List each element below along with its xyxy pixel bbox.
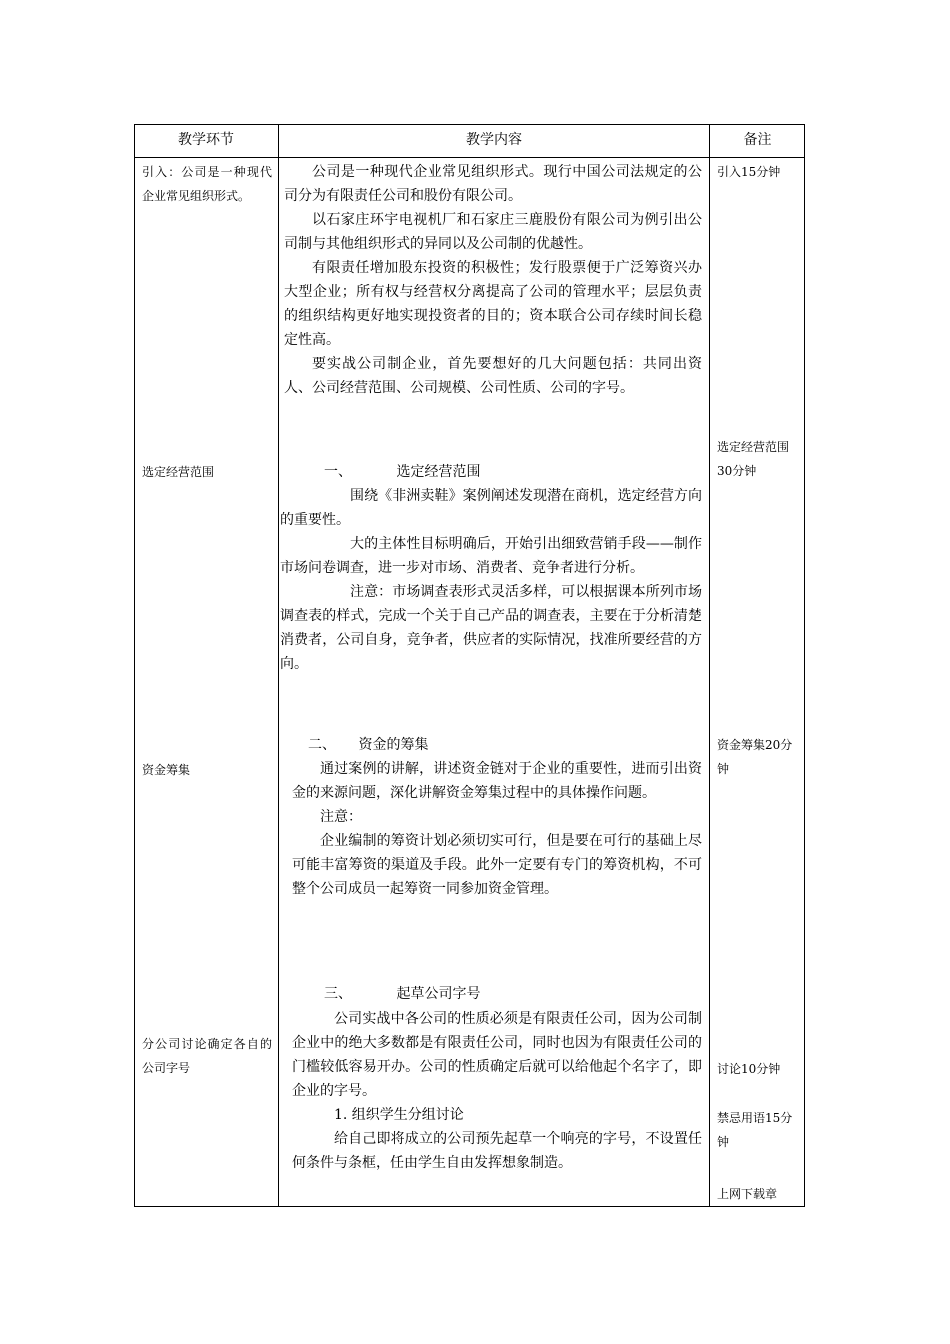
content-paragraph: 以石家庄环宇电视机厂和石家庄三鹿股份有限公司为例引出公司制与其他组织形式的异同以及公司制的优越性。 <box>284 212 702 252</box>
content-paragraph: 围绕《非洲卖鞋》案例阐述发现潜在商机，选定经营方向的重要性。 <box>280 488 702 528</box>
remark-intro: 引入15分钟 <box>717 165 781 179</box>
column-divider <box>278 124 279 1207</box>
content-funding-block <box>292 757 702 901</box>
content-intro-block <box>284 160 702 400</box>
step-scope: 选定经营范围 <box>142 465 215 479</box>
header-teaching-content: 教学内容 <box>466 132 522 148</box>
section-number: 一、 <box>324 464 352 480</box>
content-paragraph: 要实战公司制企业，首先要想好的几大问题包括：共同出资人、公司经营范围、公司规模、公司性质、公司的字号。 <box>284 356 702 396</box>
header-remarks: 备注 <box>743 132 772 148</box>
step-funding: 资金筹集 <box>142 763 191 777</box>
remark-scope: 选定经营范围30分钟 <box>717 440 790 478</box>
content-paragraph: 注意：市场调查表形式灵活多样，可以根据课本所列市场调查表的样式，完成一个关于自己产品的调查表，主要在于分析清楚消费者，公司自身，竞争者，供应者的实际情况，找准所要经营的方向。 <box>280 584 702 672</box>
content-paragraph: 公司实战中各公司的性质必须是有限责任公司，因为公司制企业中的绝大多数都是有限责任公司，同时也因为有限责任公司的门槛较低容易开办。公司的性质确定后就可以给他起个名字了，即企业的字号。 <box>292 1011 702 1099</box>
column-divider <box>709 124 710 1207</box>
step-naming: 分公司讨论确定各自的公司字号 <box>142 1037 272 1075</box>
content-paragraph: 有限责任增加股东投资的积极性；发行股票便于广泛筹资兴办大型企业；所有权与经营权分离提高了公司的管理水平；层层负责的组织结构更好地实现投资者的目的；资本联合公司存续时间长稳定性高。 <box>284 260 702 348</box>
remark-funding: 资金筹集20分钟 <box>717 738 793 776</box>
content-paragraph: 给自己即将成立的公司预先起草一个响亮的字号，不设置任何条件与条框，任由学生自由发挥想象制造。 <box>292 1131 702 1171</box>
content-paragraph: 注意： <box>320 809 362 825</box>
section-number: 二、 <box>308 737 336 753</box>
content-paragraph: 1. 组织学生分组讨论 <box>334 1107 464 1123</box>
section-2-heading <box>308 733 688 757</box>
section-number: 三、 <box>324 986 352 1002</box>
remark-download: 上网下载章 <box>717 1187 778 1201</box>
content-paragraph: 通过案例的讲解，讲述资金链对于企业的重要性，进而引出资金的来源问题，深化讲解资金筹集过程中的具体操作问题。 <box>292 761 702 801</box>
section-title: 起草公司字号 <box>396 986 481 1002</box>
step-intro: 引入：公司是一种现代企业常见组织形式。 <box>142 165 272 203</box>
content-scope-block <box>280 484 702 676</box>
section-title: 选定经营范围 <box>396 464 481 480</box>
header-divider <box>134 157 805 158</box>
content-paragraph: 大的主体性目标明确后，开始引出细致营销手段——制作市场问卷调查，进一步对市场、消费者、竞争者进行分析。 <box>280 536 702 576</box>
content-naming-block <box>292 1007 702 1175</box>
header-teaching-step: 教学环节 <box>178 132 234 148</box>
remark-discuss: 讨论10分钟 <box>717 1062 781 1076</box>
section-title: 资金的筹集 <box>358 737 429 753</box>
section-1-heading <box>324 460 704 484</box>
remark-banned-words: 禁忌用语15分钟 <box>717 1111 793 1149</box>
content-paragraph: 公司是一种现代企业常见组织形式。现行中国公司法规定的公司分为有限责任公司和股份有限公司。 <box>284 164 702 204</box>
content-paragraph: 企业编制的筹资计划必须切实可行，但是要在可行的基础上尽可能丰富筹资的渠道及手段。此外一定要有专门的筹资机构，不可整个公司成员一起筹资一同参加资金管理。 <box>292 833 702 897</box>
section-3-heading <box>324 982 704 1006</box>
